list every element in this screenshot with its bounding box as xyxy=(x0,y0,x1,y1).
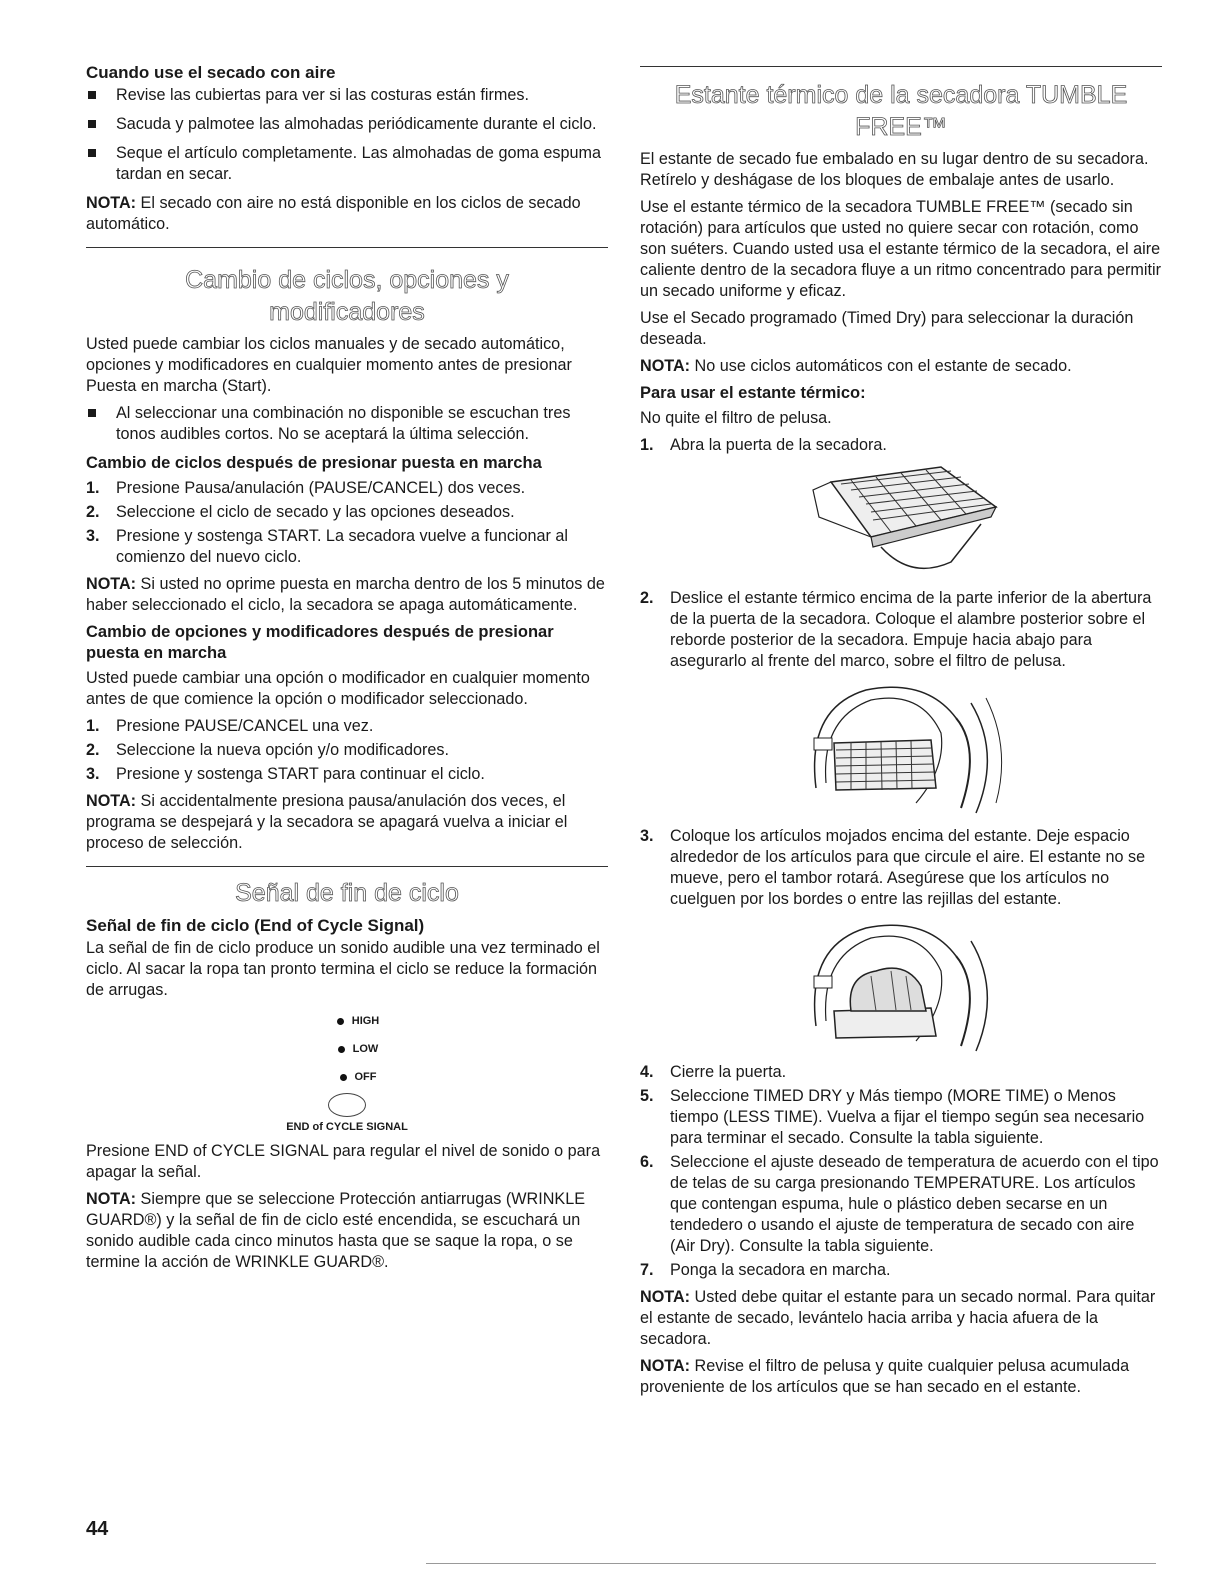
list-item: Revise las cubiertas para ver si las costuras están firmes. xyxy=(86,85,608,106)
list-item: 7. Ponga la secadora en marcha. xyxy=(640,1261,891,1279)
list-item: Sacuda y palmotee las almohadas periódicamente durante el ciclo. xyxy=(86,114,608,135)
signal-level-high: HIGH xyxy=(108,1007,608,1035)
options-after-heading: Cambio de opciones y modificadores después de presionar puesta en marcha xyxy=(86,623,554,662)
list-item: 3. Presione y sostenga START para continuar el ciclo. xyxy=(86,765,485,783)
rack-p1: El estante de secado fue embalado en su lugar dentro de su secadora. Retírelo y deshágase de los bloques de embalaje antes de usarlo. xyxy=(640,150,1149,189)
air-dry-list xyxy=(86,85,608,185)
indicator-light-icon xyxy=(337,1018,344,1025)
air-dry-note xyxy=(86,193,608,235)
rack-note1: NOTA: No use ciclos automáticos con el estante de secado. xyxy=(640,357,1072,375)
indicator-light-icon xyxy=(340,1074,347,1081)
signal-heading: Señal de fin de ciclo (End of Cycle Signal) xyxy=(86,916,425,935)
signal-button-icon xyxy=(328,1093,366,1117)
signal-press: Presione END of CYCLE SIGNAL para regular el nivel de sonido o para apagar la señal. xyxy=(86,1142,601,1181)
signal-level-off: OFF xyxy=(108,1063,608,1091)
indicator-light-icon xyxy=(338,1046,345,1053)
rack-steps xyxy=(640,435,1162,456)
list-item: Seque el artículo completamente. Las almohadas de goma espuma tardan en secar. xyxy=(86,143,608,185)
list-item: 3. Coloque los artículos mojados encima del estante. Deje espacio alrededor de los artículos para que circule el aire. El estante no se mueve, pero el tambor rotará. Asegúrese que los artículos no cuelguen por los bordes o entre las rejillas del estante. xyxy=(640,827,1146,908)
change-section-title: Cambio de ciclos, opciones y modificadores xyxy=(185,266,509,326)
list-item: 1. Presione Pausa/anulación (PAUSE/CANCEL) dos veces. xyxy=(86,479,526,497)
list-item: 2. Seleccione el ciclo de secado y las opciones deseados. xyxy=(86,503,515,521)
signal-intro: La señal de fin de ciclo produce un sonido audible una vez terminado el ciclo. Al sacar la ropa tan pronto termina el ciclo se reduce la formación de arrugas. xyxy=(86,939,600,999)
rack-steps-3 xyxy=(640,826,1162,910)
signal-control-panel xyxy=(86,1007,608,1133)
right-column xyxy=(640,62,1162,1404)
section-divider xyxy=(86,866,608,867)
air-dry-heading: Cuando use el secado con aire xyxy=(86,63,336,82)
rack-section-title: Estante térmico de la secadora TUMBLE FREE™ xyxy=(674,81,1128,141)
drying-rack-illustration xyxy=(801,462,1001,582)
note-label: NOTA: xyxy=(86,194,137,212)
change-list xyxy=(86,403,608,445)
options-after-steps xyxy=(86,716,608,785)
use-heading: Para usar el estante térmico: xyxy=(640,384,866,402)
signal-level-low: LOW xyxy=(108,1035,608,1063)
signal-section-title: Señal de fin de ciclo xyxy=(235,879,459,907)
rack-installed-illustration xyxy=(796,678,1006,818)
rack-p3: Use el Secado programado (Timed Dry) para seleccionar la duración deseada. xyxy=(640,309,1134,348)
list-item: 1. Abra la puerta de la secadora. xyxy=(640,436,887,454)
cycle-after-heading: Cambio de ciclos después de presionar puesta en marcha xyxy=(86,454,542,472)
rack-p2: Use el estante térmico de la secadora TUMBLE FREE™ (secado sin rotación) para artículos que usted no quiere secar con rotación, como son suéters. Cuando usted usa el estante térmico de la secadora, el aire caliente dentro de la secadora fluye a un ritmo concentrado para permitir un secado uniforme y eficaz. xyxy=(640,198,1161,300)
options-after-intro: Usted puede cambiar una opción o modificador en cualquier momento antes de que comience la opción o modificador seleccionado. xyxy=(86,669,590,708)
signal-button-label: END of CYCLE SIGNAL xyxy=(286,1121,408,1133)
list-item: 5. Seleccione TIMED DRY y Más tiempo (MORE TIME) o Menos tiempo (LESS TIME). Vuelva a fijar el tiempo según sea necesario para terminar el secado. Consulte la tabla siguiente. xyxy=(640,1087,1145,1147)
page-number: 44 xyxy=(86,1518,109,1540)
section-divider xyxy=(640,66,1162,67)
section-divider xyxy=(86,247,608,248)
cycle-after-steps xyxy=(86,478,608,568)
list-item: 4. Cierre la puerta. xyxy=(640,1063,787,1081)
left-column xyxy=(86,62,608,1279)
rack-note2: NOTA: Usted debe quitar el estante para un secado normal. Para quitar el estante de secado, levántelo hacia arriba y hacia afuera de la secadora. xyxy=(640,1288,1156,1348)
list-item: 2. Seleccione la nueva opción y/o modificadores. xyxy=(86,741,449,759)
list-item: 2. Deslice el estante térmico encima de la parte inferior de la abertura de la puerta de la secadora. Coloque el alambre posterior sobre el reborde posterior de la secadora. Empuje hacia abajo para asegurarlo al frente del marco, sobre el filtro de pelusa. xyxy=(640,589,1152,670)
footer-rule xyxy=(426,1563,1156,1564)
list-item: 1. Presione PAUSE/CANCEL una vez. xyxy=(86,717,374,735)
signal-note: NOTA: Siempre que se seleccione Protección antiarrugas (WRINKLE GUARD®) y la señal de fin de ciclo esté encendida, se escuchará un sonido audible cada cinco minutos hasta que se saque la ropa, o se termine la acción de WRINKLE GUARD®. xyxy=(86,1190,586,1271)
rack-note3: NOTA: Revise el filtro de pelusa y quite cualquier pelusa acumulada proveniente de los artículos que se han secado en el estante. xyxy=(640,1357,1130,1396)
rack-steps-2 xyxy=(640,588,1162,672)
change-intro: Usted puede cambiar los ciclos manuales y de secado automático, opciones y modificadores en cualquier momento antes de presionar Puesta en marcha (Start). xyxy=(86,335,572,395)
note-text: El secado con aire no está disponible en los ciclos de secado automático. xyxy=(86,194,581,233)
options-after-note: NOTA: Si accidentalmente presiona pausa/anulación dos veces, el programa se despejará y la secadora se apagará vuelva a iniciar el proceso de selección. xyxy=(86,792,568,852)
cycle-after-note: NOTA: Si usted no oprime puesta en marcha dentro de los 5 minutos de haber seleccionado el ciclo, la secadora se apaga automáticamente. xyxy=(86,575,605,614)
items-on-rack-illustration xyxy=(796,916,1006,1056)
list-item: 3. Presione y sostenga START. La secadora vuelve a funcionar al comienzo del nuevo ciclo. xyxy=(86,527,569,566)
use-intro: No quite el filtro de pelusa. xyxy=(640,409,832,427)
list-item: Al seleccionar una combinación no disponible se escuchan tres tonos audibles cortos. No se aceptará la última selección. xyxy=(86,403,608,445)
list-item: 6. Seleccione el ajuste deseado de temperatura de acuerdo con el tipo de telas de su carga presionando TEMPERATURE. Los artículos que contengan espuma, hule o plástico deben secarse en un tendedero o usando el ajuste de temperatura de secado con aire (Air Dry). Consulte la tabla siguiente. xyxy=(640,1153,1159,1255)
rack-steps-rest xyxy=(640,1062,1162,1281)
